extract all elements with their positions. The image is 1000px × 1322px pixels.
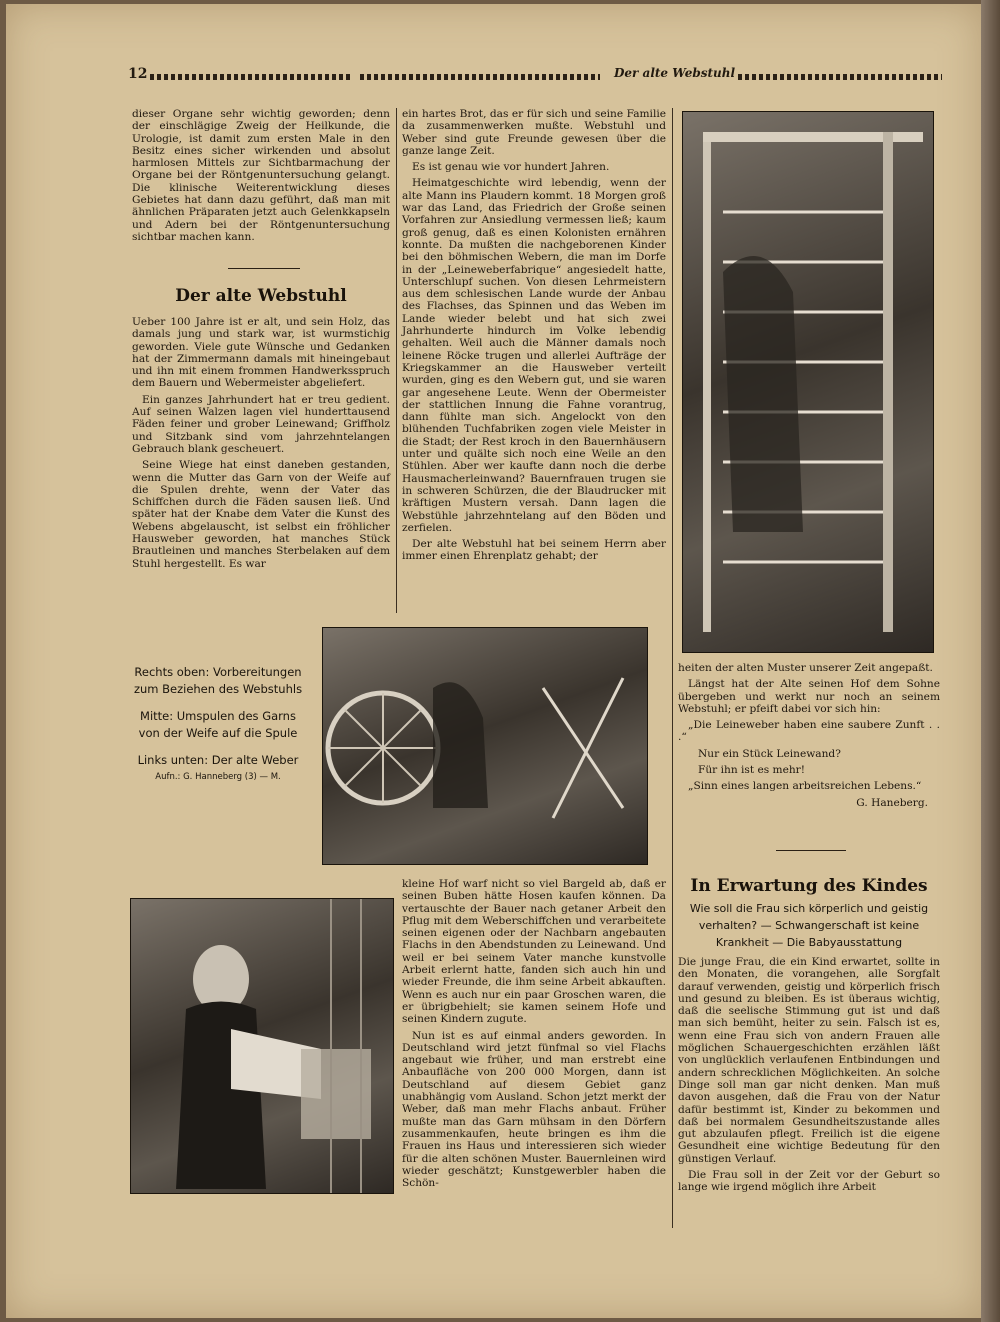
spinning-wheel-photo [322,627,648,865]
paragraph: kleine Hof warf nicht so viel Bargeld ab, daß er seinen Buben hätte Hosen kaufen können. Da vertauschte der Bauer nach getaner Arbeit den Pflug mit dem Weberschiffchen und verarbeitete seinen eigenen oder der Nachbarn angebauten Flachs in den Abendstunden zu Leinewand. Und weil er bei seinem Vater manche kunstvolle Arbeit erlernt hatte, fanden sich auch hin und wieder Freunde, die ihm seine Arbeit abkauften. Wenn es auch nur ein paar Groschen waren, die er übrigbehielt; sie kamen seinem Hofe und seinen Kindern zugute. [402,878,666,1026]
poem-line: „Die Leineweber haben eine saubere Zunft . . .“ [678,719,940,744]
paragraph: Ein ganzes Jahrhundert hat er treu gedient. Auf seinen Walzen lagen viel hunderttausend Fäden feiner und grober Leinewand; Griffholz und Sitzbank sind vom jahrzehntelangen Gebrauch blank gescheuert. [132,393,390,455]
author: G. Haneberg. [856,796,928,809]
header-dots-left [150,74,350,80]
paragraph: heiten der alten Muster unserer Zeit angepaßt. [678,662,933,674]
article-continuation: dieser Organe sehr wichtig geworden; denn der einschlägige Zweig der Heilkunde, die Urologie, ist damit zum ersten Male in den Besitz eines sicher wirkenden und absolut harmlosen Mittels zur Sichtbarmachung der Organe bei der Röntgenuntersuchung gelangt. Die klinische Weiterentwicklung dieses Gebietes hat dann dazu geführt, daß man mit ähnlichen Präparaten jetzt auch Gelenkkapseln und Adern bei der Röntgenuntersuchung sichtbar machen kann. [132,108,390,243]
header-dots-right [738,74,942,80]
section-divider [228,268,300,269]
column-left-intro [132,108,390,247]
caption-middle: Mitte: Umspulen des Garns von der Weife auf die Spule [138,709,298,740]
photo-captions [132,664,304,786]
paragraph: Heimatgeschichte wird lebendig, wenn der alte Mann ins Plaudern kommt. 18 Morgen groß war das Land, das Friedrich der Große seinen Vorfahren zur Ansiedlung vermessen ließ; kaum groß genug, daß es einen Kolonisten ernähren konnte. Da mußten die nachgeborenen Kinder bei den böhmischen Webern, die man im Dorfe in der „Leineweberfabrique“ angesiedelt hatte, Unterschlupf suchen. Von diesen Lehrmeistern aus dem schlesischen Lande wurde der Anbau des Flachses, das Spinnen und das Weben im Lande wieder belebt und hat sich zwei Jahrhunderte hindurch im Volke lebendig gehalten. Weil auch die Männer damals noch leinene Röcke trugen und allerlei Aufträge der Kriegskammer an die Hausweber verteilt wurden, ging es den Webern gut, und sie waren gar angesehene Leute. Wenn der Obermeister der stattlichen Innung die Fahne vorantrug, dann fühlte man sich. Angelockt von den blühenden Tuchfabriken zogen viele Meister in die Stadt; der Rest kroch in den Bauernhäusern unter und quälte sich noch eine Weile an den Stühlen. Aber wer kaufte dann noch die derbe Hausmacherleinwand? Bauernfrauen trugen sie in schweren Schürzen, die der Blaudrucker mit kräftigen Mustern versah. Dann lagen die Webstühle jahrzehntelang auf den Böden und zerfielen. [402,177,666,534]
header-title: Der alte Webstuhl [614,66,736,80]
section-divider [776,850,846,851]
paragraph: Der alte Webstuhl hat bei seinem Herrn aber immer einen Ehrenplatz gehabt; der [402,538,666,563]
column-rule [672,108,673,1228]
paragraph: Längst hat der Alte seinen Hof dem Sohne übergeben und werkt nur noch an seinem Webstuhl; er pfeift dabei vor sich hin: [678,678,940,715]
caption-bottom-left: Links unten: Der alte Weber [137,753,299,767]
old-weaver-photo [130,898,394,1194]
paragraph: ein hartes Brot, das er für sich und seine Familie da zusammenwerken mußte. Webstuhl und Weber sind gute Freunde gewesen über die ganze lange Zeit. [402,108,666,157]
poem-line: „Sinn eines langen arbeitsreichen Lebens.“ [688,780,922,793]
page-edge [981,0,1000,1322]
paragraph: Nun ist es auf einmal anders geworden. In Deutschland wird jetzt fünfmal so viel Flachs angebaut wie früher, und man erstrebt eine Anbaufläche von 200 000 Morgen, dann ist Deutschland auf diesem Gebiet ganz unabhängig vom Ausland. Schon jetzt merkt der Weber, daß man mehr Flachs anbaut. Früher mußte man das Garn mühsam in den Dörfern zusammenkaufen, heute bringen es ihm die Frauen ins Haus und interessieren sich wieder für die alten schönen Muster. Bauernleinen wird wieder geschätzt; Kunstgewerbler haben die Schön- [402,1029,666,1190]
poem-line: Nur ein Stück Leinewand? [698,747,841,760]
page-number: 12 [128,66,148,82]
column-middle-lower [402,878,666,1193]
article2-body [678,956,940,1198]
loom-photo [682,111,934,653]
article2-heading: In Erwartung des Kindes [690,876,928,896]
article2-subheading: Wie soll die Frau sich körperlich und geistig verhalten? — Schwangerschaft ist keine Krankheit — Die Babyausstattung [689,902,929,949]
running-header [128,66,942,86]
paragraph: Ueber 100 Jahre ist er alt, und sein Holz, das damals jung und stark war, ist wurmstichig geworden. Viele gute Wünsche und Gedanken hat der Zimmermann damals mit hineingebaut und ihn mit einem frommen Handwerksspruch dem Bauern und Webermeister abgeliefert. [132,316,390,390]
loom-illustration [683,112,933,652]
column-left-body [132,316,390,574]
column-rule [396,108,397,613]
paragraph: Die junge Frau, die ein Kind erwartet, sollte in den Monaten, die vorangehen, alle Sorgfalt darauf verwenden, geistig und körperlich frisch und gesund zu bleiben. Es ist überaus wichtig, daß die seelische Stimmung gut ist und daß man sich bemüht, heiter zu sein. Falsch ist es, wenn eine Frau sich von andern Frauen alle möglichen Schauergeschichten erzählen läßt von unglücklich verlaufenen Entbindungen und andern schrecklichen Möglichkeiten. An solche Dinge soll man gar nicht denken. Man muß davon ausgehen, daß die Frau von der Natur dafür bestimmt ist, Kinder zu bekommen und daß bei normalem Gesundheitszustande alles gut abzulaufen pflegt. Freilich ist die eigene Gesundheit eine wichtige Bedeutung für den günstigen Verlauf. [678,956,940,1165]
weaver-illustration [131,899,393,1193]
column-middle [402,108,666,567]
photo-credit: Aufn.: G. Hanneberg (3) — M. [155,772,281,782]
column-right-upper [678,662,940,813]
paragraph: Es ist genau wie vor hundert Jahren. [412,161,610,174]
paragraph: Die Frau soll in der Zeit vor der Geburt so lange wie irgend möglich ihre Arbeit [678,1169,940,1194]
paragraph: Seine Wiege hat einst daneben gestanden, wenn die Mutter das Garn von der Weife auf die Spulen drehte, wenn der Vater das Schiffchen durch die Fäden sausen ließ. Und später hat der Knabe dem Vater die Kunst des Webens abgelauscht, ist selbst ein fröhlicher Hausweber geworden, hat manches Stück Brautleinen und manches Sterbelaken auf dem Stuhl hergestellt. Es war [132,459,390,570]
spinning-wheel-illustration [323,628,647,864]
caption-top-right: Rechts oben: Vorbereitungen zum Beziehen des Webstuhls [133,665,303,696]
poem-line: Für ihn ist es mehr! [698,764,805,777]
header-dots-middle [360,74,600,80]
article-heading: Der alte Webstuhl [175,286,347,306]
